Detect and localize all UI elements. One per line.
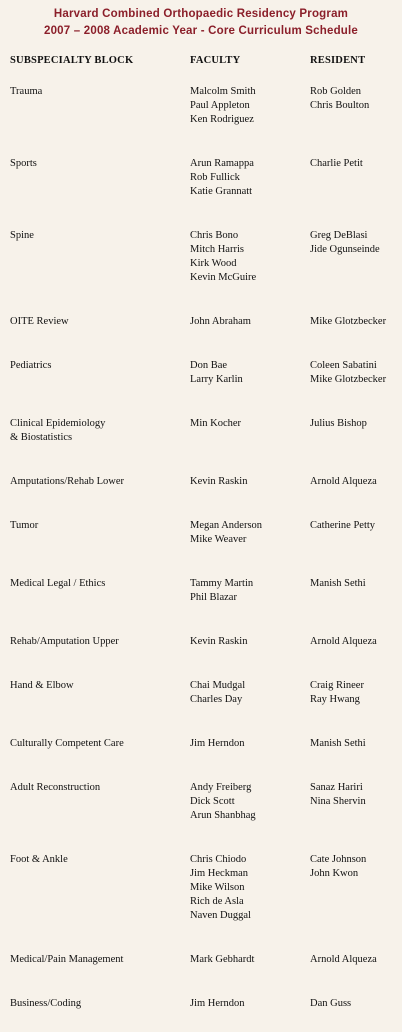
document-subtitle: 2007 – 2008 Academic Year - Core Curriculum Schedule [43, 25, 359, 37]
header-resident: RESIDENT [310, 55, 366, 66]
resident-cell [310, 953, 402, 967]
faculty-cell [190, 417, 305, 431]
faculty-cell [190, 679, 305, 707]
faculty-line: Jim Herndon [190, 738, 245, 749]
faculty-line: Ken Rodriguez [190, 114, 254, 125]
subspecialty-block-line: OITE Review [10, 316, 69, 327]
resident-line: Charlie Petit [310, 158, 363, 169]
subspecialty-block-line: Rehab/Amputation Upper [10, 636, 119, 647]
faculty-cell [190, 577, 305, 605]
resident-line: Craig Rineer [310, 680, 364, 691]
faculty-line: Malcolm Smith [190, 86, 256, 97]
subspecialty-block-line: Medical/Pain Management [10, 954, 124, 965]
subspecialty-block-line: Sports [10, 158, 37, 169]
subspecialty-block-line: Adult Reconstruction [10, 782, 101, 793]
subspecialty-block-line: & Biostatistics [10, 432, 73, 443]
resident-cell [310, 85, 402, 113]
header-subspecialty-block: SUBSPECIALTY BLOCK [10, 55, 134, 66]
resident-cell [310, 315, 402, 329]
resident-line: Chris Boulton [310, 100, 370, 111]
resident-line: Ray Hwang [310, 694, 360, 705]
faculty-line: Chris Bono [190, 230, 239, 241]
faculty-line: Paul Appleton [190, 100, 250, 111]
resident-cell [310, 229, 402, 257]
faculty-line: Don Bae [190, 360, 228, 371]
faculty-line: John Abraham [190, 316, 251, 327]
resident-line: Mike Glotzbecker [310, 374, 387, 385]
faculty-line: Kevin McGuire [190, 272, 257, 283]
faculty-line: Phil Blazar [190, 592, 237, 603]
resident-cell [310, 635, 402, 649]
resident-line: Julius Bishop [310, 418, 367, 429]
resident-line: Cate Johnson [310, 854, 367, 865]
faculty-line: Jim Heckman [190, 868, 249, 879]
subspecialty-block-cell [10, 229, 185, 243]
resident-line: Rob Golden [310, 86, 362, 97]
faculty-line: Mark Gebhardt [190, 954, 255, 965]
faculty-line: Arun Shanbhag [190, 810, 256, 821]
subspecialty-block-line: Pediatrics [10, 360, 52, 371]
faculty-line: Megan Anderson [190, 520, 263, 531]
faculty-cell [190, 229, 305, 285]
resident-cell [310, 853, 402, 881]
resident-line: Arnold Alqueza [310, 476, 377, 487]
resident-cell [310, 679, 402, 707]
faculty-line: Rob Fullick [190, 172, 240, 183]
subspecialty-block-cell [10, 635, 185, 649]
resident-line: Catherine Petty [310, 520, 376, 531]
faculty-line: Kevin Raskin [190, 476, 248, 487]
resident-line: Manish Sethi [310, 578, 366, 589]
resident-cell [310, 519, 402, 533]
resident-cell [310, 417, 402, 431]
resident-cell [310, 359, 402, 387]
subspecialty-block-cell [10, 315, 185, 329]
resident-line: Nina Shervin [310, 796, 366, 807]
faculty-line: Naven Duggal [190, 910, 251, 921]
faculty-line: Mike Wilson [190, 882, 245, 893]
faculty-line: Mitch Harris [190, 244, 244, 255]
subspecialty-block-cell [10, 417, 185, 445]
subspecialty-block-line: Spine [10, 230, 34, 241]
subspecialty-block-cell [10, 85, 185, 99]
subspecialty-block-line: Business/Coding [10, 998, 82, 1009]
subspecialty-block-cell [10, 737, 185, 751]
faculty-cell [190, 953, 305, 967]
subspecialty-block-line: Trauma [10, 86, 43, 97]
resident-line: Mike Glotzbecker [310, 316, 387, 327]
subspecialty-block-cell [10, 679, 185, 693]
header-faculty: FACULTY [190, 55, 241, 66]
faculty-line: Charles Day [190, 694, 243, 705]
resident-line: Arnold Alqueza [310, 954, 377, 965]
faculty-cell [190, 737, 305, 751]
subspecialty-block-line: Amputations/Rehab Lower [10, 476, 125, 487]
resident-line: Greg DeBlasi [310, 230, 368, 241]
resident-line: John Kwon [310, 868, 359, 879]
resident-line: Coleen Sabatini [310, 360, 377, 371]
resident-cell [310, 737, 402, 751]
faculty-cell [190, 519, 305, 547]
subspecialty-block-cell [10, 519, 185, 533]
faculty-cell [190, 157, 305, 199]
subspecialty-block-cell [10, 997, 185, 1011]
faculty-line: Katie Grannatt [190, 186, 253, 197]
resident-line: Manish Sethi [310, 738, 366, 749]
faculty-line: Min Kocher [190, 418, 242, 429]
faculty-line: Mike Weaver [190, 534, 247, 545]
faculty-line: Chris Chiodo [190, 854, 247, 865]
resident-cell [310, 157, 402, 171]
resident-line: Arnold Alqueza [310, 636, 377, 647]
subspecialty-block-line: Culturally Competent Care [10, 738, 124, 749]
resident-cell [310, 997, 402, 1011]
faculty-line: Arun Ramappa [190, 158, 254, 169]
subspecialty-block-cell [10, 475, 185, 489]
faculty-line: Tammy Martin [190, 578, 254, 589]
faculty-cell [190, 315, 305, 329]
resident-line: Sanaz Hariri [310, 782, 363, 793]
resident-line: Dan Guss [310, 998, 352, 1009]
subspecialty-block-cell [10, 577, 185, 591]
faculty-line: Chai Mudgal [190, 680, 246, 691]
faculty-line: Jim Herndon [190, 998, 245, 1009]
faculty-cell [190, 781, 305, 823]
subspecialty-block-cell [10, 953, 185, 967]
faculty-line: Andy Freiberg [190, 782, 252, 793]
faculty-cell [190, 475, 305, 489]
subspecialty-block-line: Foot & Ankle [10, 854, 68, 865]
subspecialty-block-line: Clinical Epidemiology [10, 418, 106, 429]
faculty-cell [190, 853, 305, 923]
document-title: Harvard Combined Orthopaedic Residency Program [53, 8, 349, 20]
faculty-line: Kevin Raskin [190, 636, 248, 647]
faculty-cell [190, 359, 305, 387]
faculty-line: Dick Scott [190, 796, 235, 807]
resident-cell [310, 577, 402, 591]
resident-line: Jide Ogunseinde [310, 244, 380, 255]
subspecialty-block-cell [10, 359, 185, 373]
subspecialty-block-cell [10, 853, 185, 867]
faculty-line: Kirk Wood [190, 258, 237, 269]
faculty-line: Rich de Asla [190, 896, 244, 907]
resident-cell [310, 475, 402, 489]
faculty-cell [190, 85, 305, 127]
subspecialty-block-line: Tumor [10, 520, 39, 531]
subspecialty-block-cell [10, 781, 185, 795]
subspecialty-block-cell [10, 157, 185, 171]
subspecialty-block-line: Medical Legal / Ethics [10, 578, 106, 589]
subspecialty-block-line: Hand & Elbow [10, 680, 74, 691]
faculty-cell [190, 635, 305, 649]
faculty-cell [190, 997, 305, 1011]
faculty-line: Larry Karlin [190, 374, 243, 385]
resident-cell [310, 781, 402, 809]
